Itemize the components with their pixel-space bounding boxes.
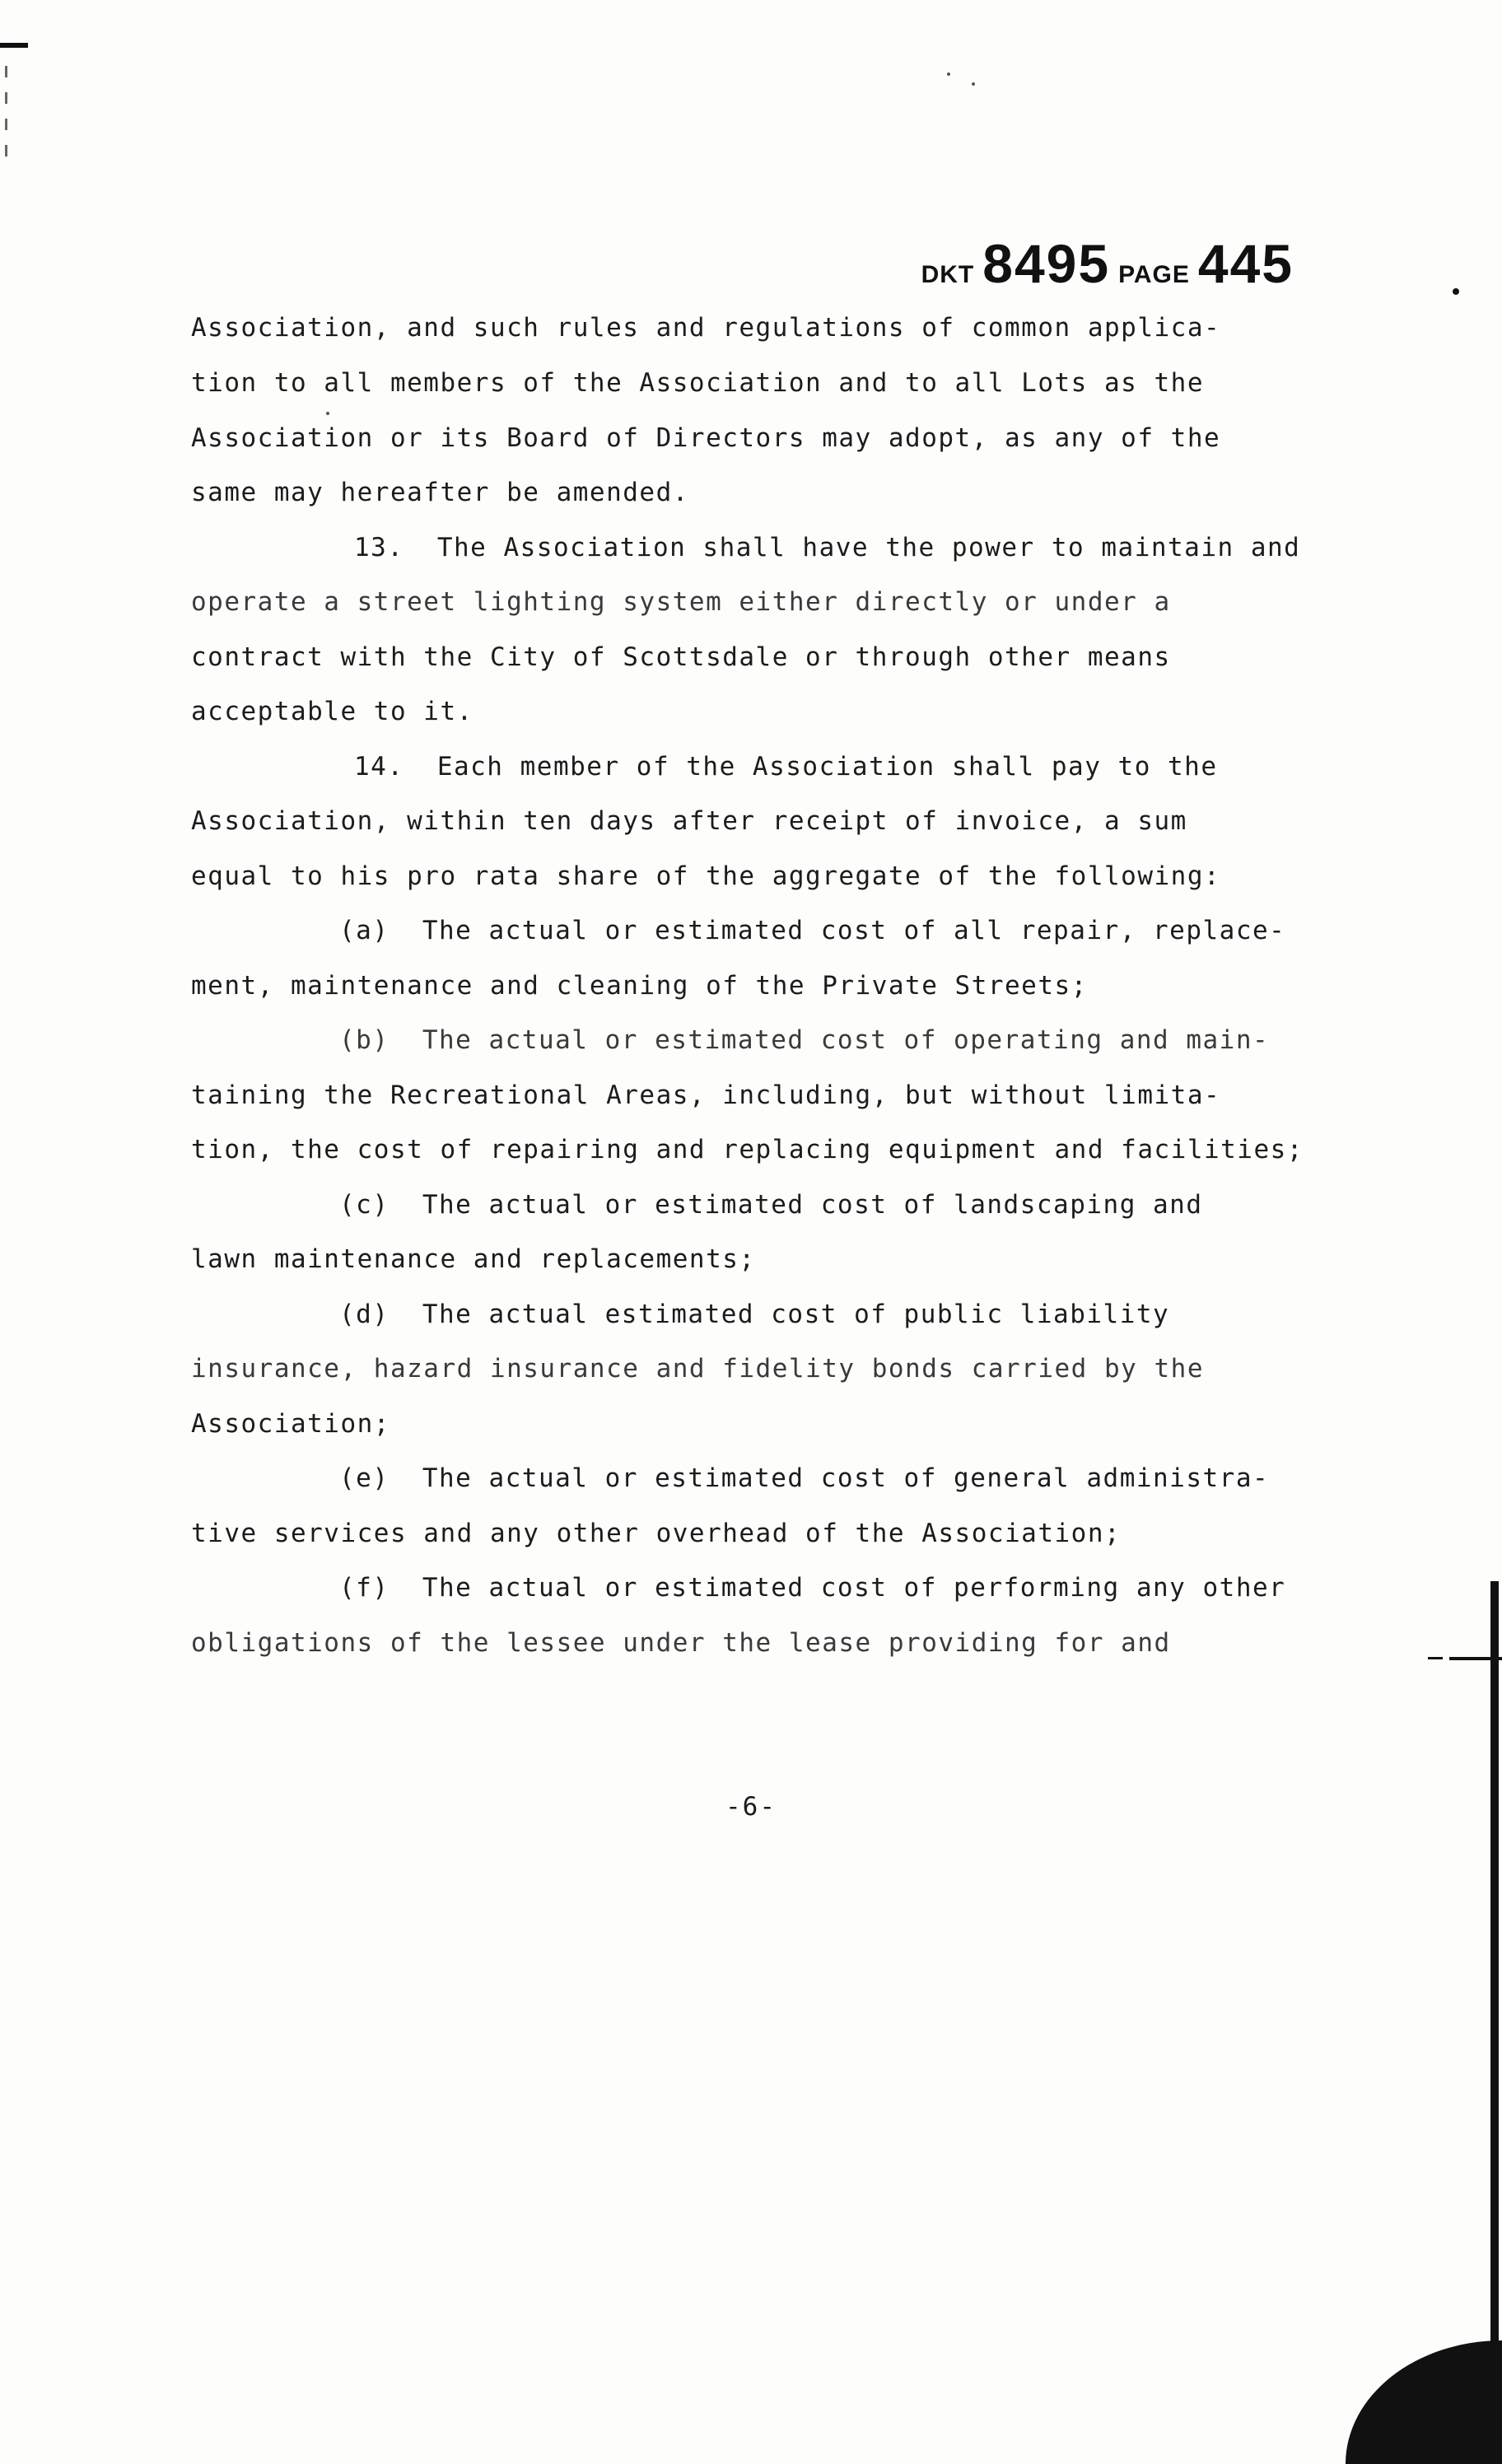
stamp-book-number: 8495 <box>982 233 1111 294</box>
scan-mark <box>5 66 7 77</box>
scan-mark <box>0 43 28 48</box>
scan-mark <box>5 119 7 130</box>
text-line: Association, and such rules and regulations of common applica- <box>191 313 1221 343</box>
stamp-page-label: PAGE <box>1118 261 1190 288</box>
item-f-start: (f) The actual or estimated cost of performing any other <box>339 1573 1286 1603</box>
scan-mark <box>5 92 7 104</box>
text-line: operate a street lighting system either directly or under a <box>191 587 1171 617</box>
item-c-start: (c) The actual or estimated cost of landscaping and <box>339 1190 1203 1220</box>
text-line: equal to his pro rata share of the aggregate of the following: <box>191 861 1221 891</box>
text-line: ment, maintenance and cleaning of the Private Streets; <box>191 971 1088 1001</box>
scan-speck <box>972 82 975 86</box>
text-line: Association, within ten days after receipt of invoice, a sum <box>191 806 1187 836</box>
scan-speck <box>947 72 950 76</box>
scan-edge-shadow <box>1490 1581 1499 2464</box>
text-line: contract with the City of Scottsdale or through other means <box>191 642 1171 672</box>
text-line: tion to all members of the Association and to all Lots as the <box>191 368 1204 398</box>
stamp-book-label: DKT <box>921 261 975 288</box>
text-line: acceptable to it. <box>191 697 473 726</box>
item-b-start: (b) The actual or estimated cost of operating and main- <box>339 1025 1270 1055</box>
recording-stamp <box>921 232 1294 295</box>
item-a-start: (a) The actual or estimated cost of all repair, replace- <box>339 916 1286 945</box>
text-line: insurance, hazard insurance and fidelity bonds carried by the <box>191 1354 1204 1384</box>
text-line: tive services and any other overhead of the Association; <box>191 1519 1122 1548</box>
scan-mark <box>5 145 7 156</box>
item-e-start: (e) The actual or estimated cost of general administra- <box>339 1463 1270 1493</box>
text-line: taining the Recreational Areas, including, but without limita- <box>191 1080 1221 1110</box>
text-line: tion, the cost of repairing and replacing equipment and facilities; <box>191 1135 1304 1164</box>
paragraph-13-start: 13. The Association shall have the power to maintain and <box>354 533 1301 562</box>
scan-mark <box>1428 1657 1443 1659</box>
item-d-start: (d) The actual estimated cost of public liability <box>339 1300 1170 1329</box>
text-line: Association; <box>191 1409 390 1439</box>
scan-mark <box>1453 288 1459 295</box>
scan-speck <box>326 412 329 415</box>
text-line: same may hereafter be amended. <box>191 478 689 507</box>
scan-corner-shadow <box>1346 2340 1502 2464</box>
stamp-page-number: 445 <box>1197 233 1294 294</box>
page-number: -6- <box>725 1792 777 1822</box>
text-line-struck: obligations of the lessee under the lease providing for and <box>191 1628 1171 1658</box>
text-line: Association or its Board of Directors may adopt, as any of the <box>191 423 1221 453</box>
paragraph-14-start: 14. Each member of the Association shall pay to the <box>354 752 1218 782</box>
text-line: lawn maintenance and replacements; <box>191 1244 756 1274</box>
